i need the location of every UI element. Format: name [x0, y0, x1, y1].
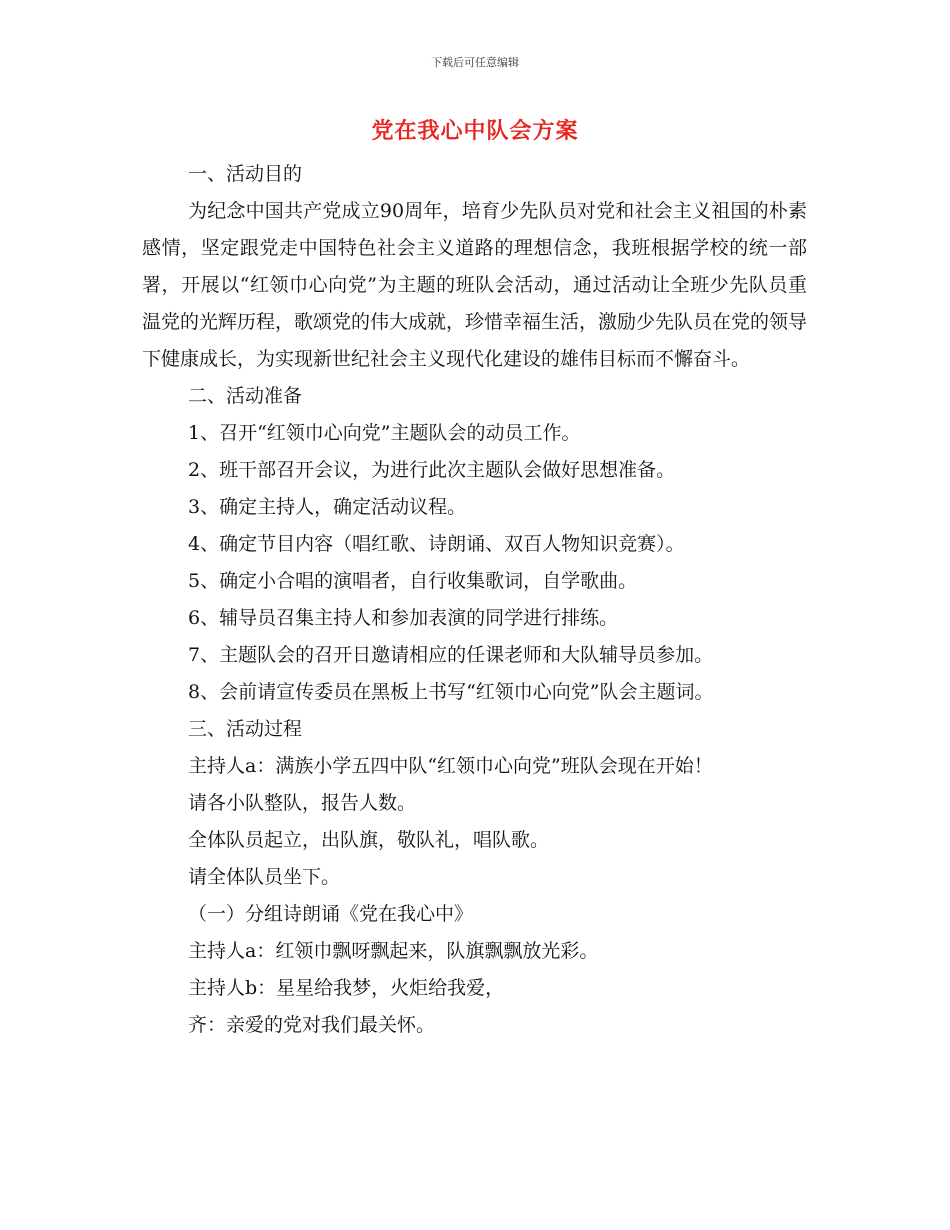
process-line: 请全体队员坐下。 [188, 866, 341, 888]
process-line: 齐：亲爱的党对我们最关怀。 [188, 1014, 436, 1036]
process-line: 全体队员起立，出队旗，敬队礼，唱队歌。 [188, 829, 550, 851]
document-body [142, 156, 807, 1044]
header-note: 下载后可任意编辑 [431, 56, 519, 69]
process-line: 主持人a：红领巾飘呀飘起来，队旗飘飘放光彩。 [188, 940, 599, 962]
process-line: 主持人b：星星给我梦，火炬给我爱， [188, 977, 505, 999]
list-item: 7、主题队会的召开日邀请相应的任课老师和大队辅导员参加。 [188, 644, 714, 666]
process-line: 请各小队整队，报告人数。 [188, 792, 417, 814]
list-item: 6、辅导员召集主持人和参加表演的同学进行排练。 [188, 607, 619, 629]
list-item: 2、班干部召开会议，为进行此次主题队会做好思想准备。 [188, 459, 676, 481]
list-item: 1、召开“红领巾心向党”主题队会的动员工作。 [188, 422, 581, 444]
process-line: 主持人a：满族小学五四中队“红领巾心向党”班队会现在开始！ [188, 755, 713, 777]
section-heading-preparation: 二、活动准备 [188, 385, 303, 407]
list-item: 4、确定节目内容（唱红歌、诗朗诵、双百人物知识竞赛）。 [188, 533, 685, 555]
process-line: （一）分组诗朗诵《党在我心中》 [188, 903, 474, 925]
list-item: 3、确定主持人，确定活动议程。 [188, 496, 467, 518]
section-heading-process: 三、活动过程 [188, 718, 303, 740]
section-paragraph-purpose: 为纪念中国共产党成立90周年，培育少先队员对党和社会主义祖国的朴素感情，坚定跟党走中国特色社会主义道路的理想信念，我班根据学校的统一部署，开展以“红领巾心向党”为主题的班队会活动，通过活动让全班少先队员重温党的光辉历程，歌颂党的伟大成就，珍惜幸福生活，激励少先队员在党的领导下健康成长，为实现新世纪社会主义现代化建设的雄伟目标而不懈奋斗。 [142, 200, 808, 370]
document-title: 党在我心中队会方案 [371, 118, 579, 144]
list-item: 5、确定小合唱的演唱者，自行收集歌词，自学歌曲。 [188, 570, 638, 592]
section-heading-purpose: 一、活动目的 [188, 163, 303, 185]
list-item: 8、会前请宣传委员在黑板上书写“红领巾心向党”队会主题词。 [188, 681, 714, 703]
